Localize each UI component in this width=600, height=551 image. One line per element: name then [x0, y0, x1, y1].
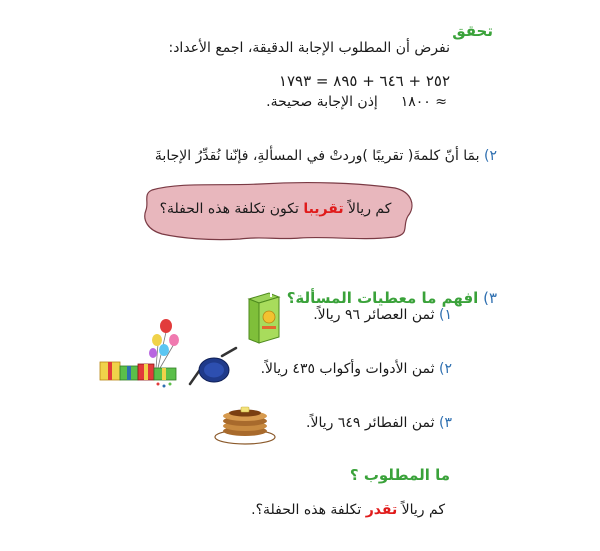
callout-highlight: تقريبا — [303, 201, 344, 217]
required-heading: ما المطلوب ؟ — [349, 466, 450, 484]
required-highlight: تقدر — [365, 502, 398, 518]
step3-heading: افهم ما معطيات المسألة؟ — [286, 289, 479, 307]
callout-before: كم ريالاً — [348, 201, 392, 217]
callout-after: تكون تكلفة هذه الحفلة؟ — [159, 201, 299, 217]
party-gifts-icon — [98, 318, 184, 390]
given-item-text: ثمن العصائر ٩٦ ريالاً. — [313, 307, 435, 323]
verify-approx-row — [266, 94, 447, 110]
approx-note: إذن الإجابة صحيحة. — [266, 94, 378, 110]
verify-equation: ٢٥٢ + ٦٤٦ + ٨٩٥ = ١٧٩٣ — [278, 72, 450, 90]
given-item-1 — [313, 307, 452, 323]
step2-text: بمَا أنّ كلمةَ( تقريبًا )وردتْ في المسألةِ، فإنّنا نُقدِّرُ الإجابةَ — [154, 148, 480, 164]
approx-value: ≈ ١٨٠٠ — [400, 94, 447, 110]
verify-heading: تحقق — [452, 22, 493, 40]
given-item-2 — [261, 361, 452, 377]
step2-line — [155, 148, 497, 164]
step2-number: ٢) — [484, 148, 497, 164]
given-item-number: ٣) — [439, 415, 452, 431]
required-after: تكلفة هذه الحفلة؟. — [251, 502, 362, 518]
given-item-number: ١) — [439, 307, 452, 323]
callout-text — [148, 201, 403, 217]
given-item-text: ثمن الأدوات وأكواب ٤٣٥ ريالاً. — [260, 361, 435, 377]
juice-box-icon — [247, 291, 281, 345]
plate-cutlery-icon — [186, 346, 240, 388]
given-item-text: ثمن الفطائر ٦٤٩ ريالاً. — [306, 415, 435, 431]
given-item-3 — [306, 415, 452, 431]
required-question — [251, 502, 445, 518]
pancakes-icon — [213, 401, 277, 445]
verify-intro: نفرض أن المطلوب الإجابة الدقيقة، اجمع الأعداد: — [168, 40, 450, 56]
step3-heading-line — [287, 289, 497, 307]
step3-number: ٣) — [483, 289, 497, 307]
required-before: كم ريالاً — [401, 502, 445, 518]
given-item-number: ٢) — [439, 361, 452, 377]
